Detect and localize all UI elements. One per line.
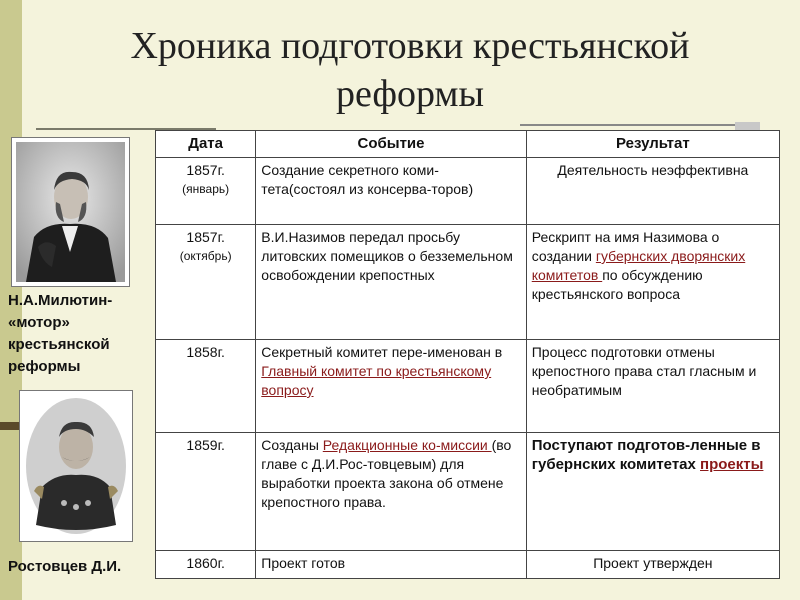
result-cell bbox=[526, 225, 779, 340]
event-cell bbox=[256, 225, 526, 340]
portrait-milyutin-image bbox=[16, 142, 125, 282]
event-cell bbox=[256, 433, 526, 551]
date-cell bbox=[156, 158, 256, 225]
cell-text: по обсуждению крестьянского вопроса bbox=[531, 267, 703, 302]
header-date: Дата bbox=[156, 131, 256, 158]
cell-text: Секретный комитет пере-именован в bbox=[261, 344, 503, 360]
term-link[interactable]: губернских дворянских комитетов bbox=[531, 248, 746, 283]
table-row bbox=[156, 551, 780, 579]
cell-text: Проект утвержден bbox=[593, 555, 713, 571]
date-value: 1858г. bbox=[186, 344, 225, 360]
date-month: (январь) bbox=[182, 182, 230, 196]
result-cell bbox=[526, 340, 779, 433]
header-result: Результат bbox=[526, 131, 779, 158]
table-row bbox=[156, 340, 780, 433]
date-cell bbox=[156, 340, 256, 433]
portrait-milyutin bbox=[11, 137, 130, 287]
result-cell bbox=[526, 158, 779, 225]
title-line-1: Хроника подготовки крестьянской bbox=[130, 25, 690, 67]
portrait-rostovtsev bbox=[19, 390, 133, 542]
caption-line: крестьянской bbox=[8, 336, 110, 353]
result-cell bbox=[526, 433, 779, 551]
cell-text: Создание секретного коми-тета(состоял из консерва-торов) bbox=[261, 162, 474, 197]
table-body bbox=[156, 158, 780, 579]
table-row bbox=[156, 225, 780, 340]
caption-line: реформы bbox=[8, 358, 81, 375]
caption-rostovtsev bbox=[8, 556, 158, 578]
slide-title bbox=[60, 22, 760, 118]
cell-text: Процесс подготовки отмены крепостного права стал гласным и необратимым bbox=[531, 344, 757, 398]
header-event: Событие bbox=[256, 131, 526, 158]
result-cell bbox=[526, 551, 779, 579]
caption-line: Ростовцев Д.И. bbox=[8, 558, 122, 575]
date-value: 1857г. bbox=[186, 229, 225, 245]
date-month: (октябрь) bbox=[179, 249, 232, 263]
date-cell bbox=[156, 225, 256, 340]
event-cell bbox=[256, 340, 526, 433]
date-value: 1857г. bbox=[186, 162, 225, 178]
event-cell bbox=[256, 158, 526, 225]
term-link[interactable]: Главный комитет по крестьянскому вопросу bbox=[261, 363, 492, 398]
table-header-row bbox=[156, 131, 780, 158]
decor-line bbox=[520, 124, 760, 126]
caption-line: Н.А.Милютин- bbox=[8, 292, 113, 309]
caption-milyutin bbox=[8, 290, 148, 378]
cell-text: В.И.Назимов передал просьбу литовских помещиков о безземельном освобождении крепостных bbox=[261, 229, 513, 283]
term-link[interactable]: Редакционные ко-миссии bbox=[322, 437, 492, 453]
date-value: 1860г. bbox=[186, 555, 225, 571]
caption-line: «мотор» bbox=[8, 314, 70, 331]
cell-text: Деятельность неэффективна bbox=[557, 162, 749, 178]
table-row bbox=[156, 158, 780, 225]
chronicle-table bbox=[155, 130, 780, 579]
cell-text: (во главе с Д.И.Рос-товцевым) для выработки проекта закона об отмене крепостного права. bbox=[261, 437, 512, 510]
event-cell bbox=[256, 551, 526, 579]
cell-text: Поступают подготов-ленные в губернских комитетах bbox=[531, 437, 761, 473]
table-row bbox=[156, 433, 780, 551]
term-link[interactable]: проекты bbox=[700, 456, 764, 473]
date-value: 1859г. bbox=[186, 437, 225, 453]
cell-text: Рескрипт на имя Назимова о создании bbox=[531, 229, 720, 264]
title-line-2: реформы bbox=[336, 73, 484, 115]
cell-text: Созданы bbox=[261, 437, 323, 453]
date-cell bbox=[156, 551, 256, 579]
cell-text: Проект готов bbox=[261, 555, 346, 571]
portrait-rostovtsev-image bbox=[24, 395, 128, 537]
date-cell bbox=[156, 433, 256, 551]
